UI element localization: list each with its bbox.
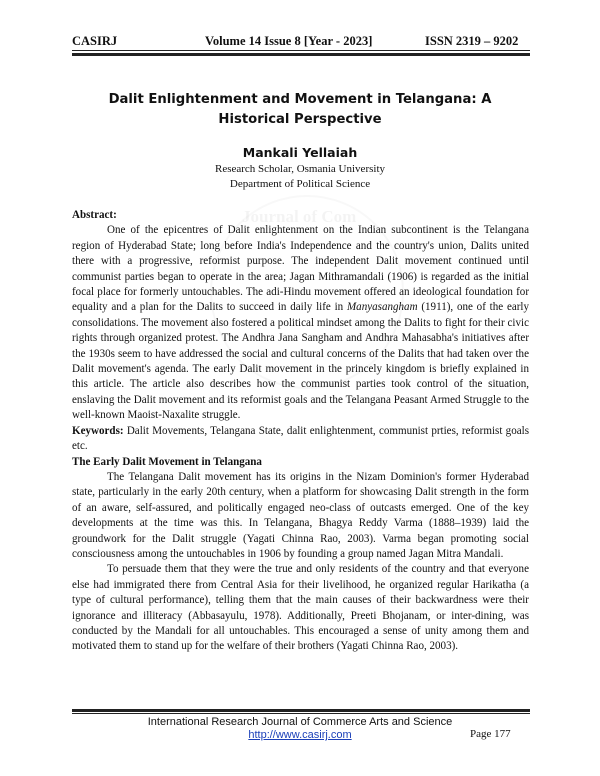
volume-info: Volume 14 Issue 8 [Year - 2023] bbox=[205, 34, 373, 48]
author-role: Research Scholar, Osmania University bbox=[214, 163, 385, 175]
keywords-label: Keywords: bbox=[72, 424, 124, 437]
article-title: Dalit Enlightenment and Movement in Telangana: A Historical Perspective bbox=[108, 92, 492, 127]
journal-url-link[interactable]: http://www.casirj.com bbox=[248, 729, 352, 741]
keywords bbox=[72, 424, 529, 455]
footer-rule-thick bbox=[72, 709, 530, 712]
author-name: Mankali Yellaiah bbox=[242, 145, 358, 160]
issn: ISSN 2319 – 9202 bbox=[425, 34, 519, 48]
header-rule bbox=[72, 50, 530, 51]
abstract-text bbox=[72, 223, 529, 423]
section-heading: The Early Dalit Movement in Telangana bbox=[72, 455, 262, 468]
article-body bbox=[72, 208, 529, 655]
footer-rule bbox=[72, 713, 530, 714]
journal-abbrev: CASIRJ bbox=[72, 34, 118, 48]
footer-journal-name: International Research Journal of Commerce Arts and Science bbox=[147, 716, 453, 728]
watermark-text: Journal of Com bbox=[242, 207, 357, 226]
section-paragraph-2: To persuade them that they were the true and only residents of the country and that everyone else had immigrated there from Central Asia for their livelihood, he organized regular Harikatha (a type of cultural performance), telling them that the main causes of their backwardness were their ignorance and illiteracy (Abbasayulu, 1978). Additionally, Preeti Bhojanam, or inter-dining, was conducted by the Mandali for all untouchables. This encouraged a sense of unity among them and motivated them to stand up for the welfare of their brothers (Yagati Chinna Rao, 2003). bbox=[72, 563, 529, 653]
author-department: Department of Political Science bbox=[229, 178, 371, 190]
abstract-heading: Abstract: bbox=[72, 209, 117, 221]
page-number: Page 177 bbox=[470, 728, 511, 740]
abstract-text-b: (1911), one of the early consolidations. The movement also fostered a political mindset among the Dalits to fight for their civic rights through organized protest. The Andhra Jana Sangham and Andhra Mahasabha's initiatives after the 1930s seem to have addressed the social and cultural concerns of the Dalits that had taken over the Dalit movement's agenda. The early Dalit movement in the princely kingdom is briefly explained in this article. The article also describes how the communist parties took control of the situation, enslaving the Dalit movement and its reformist goals and the Telangana Peasant Armed Struggle to the well-known Maoist-Naxalite struggle. bbox=[72, 301, 530, 422]
keywords-text: Dalit Movements, Telangana State, dalit enlightenment, communist prties, reformist goals etc. bbox=[72, 424, 529, 453]
section-paragraph-1: The Telangana Dalit movement has its origins in the Nizam Dominion's former Hyderabad state, particularly in the early 20th century, when a platform for showcasing Dalit strength in the form of an aware, self-assured, and politically engaged neo-class of outcasts emerged. One of the key developments at the time was this. In Telangana, Bhagya Reddy Varma (1888–1939) laid the groundwork for the Dalit struggle (Yagati Chinna Rao, 2003). Varma began promoting social consciousness among the untouchables in 1906 by founding a group named Jagan Mitra Mandali. bbox=[72, 470, 529, 560]
abstract-italic-term: Manyasangham bbox=[346, 301, 418, 314]
abstract-text-a: One of the epicentres of Dalit enlightenment on the Indian subcontinent is the Telangana region of Hyderabad State; long before India's Independence and the country's union, Dalits united there with a progressive, reformist purpose. The independent Dalit movement continued until communist parties began to operate in the area; Jagan Mithramandali (1906) is regarded as the initial focal place for formerly untouchables. The adi-Hindu movement offered an ideological foundation for equality and a plan for the Dalits to succeed in daily life in bbox=[72, 224, 529, 314]
header-rule-thick bbox=[72, 53, 530, 56]
